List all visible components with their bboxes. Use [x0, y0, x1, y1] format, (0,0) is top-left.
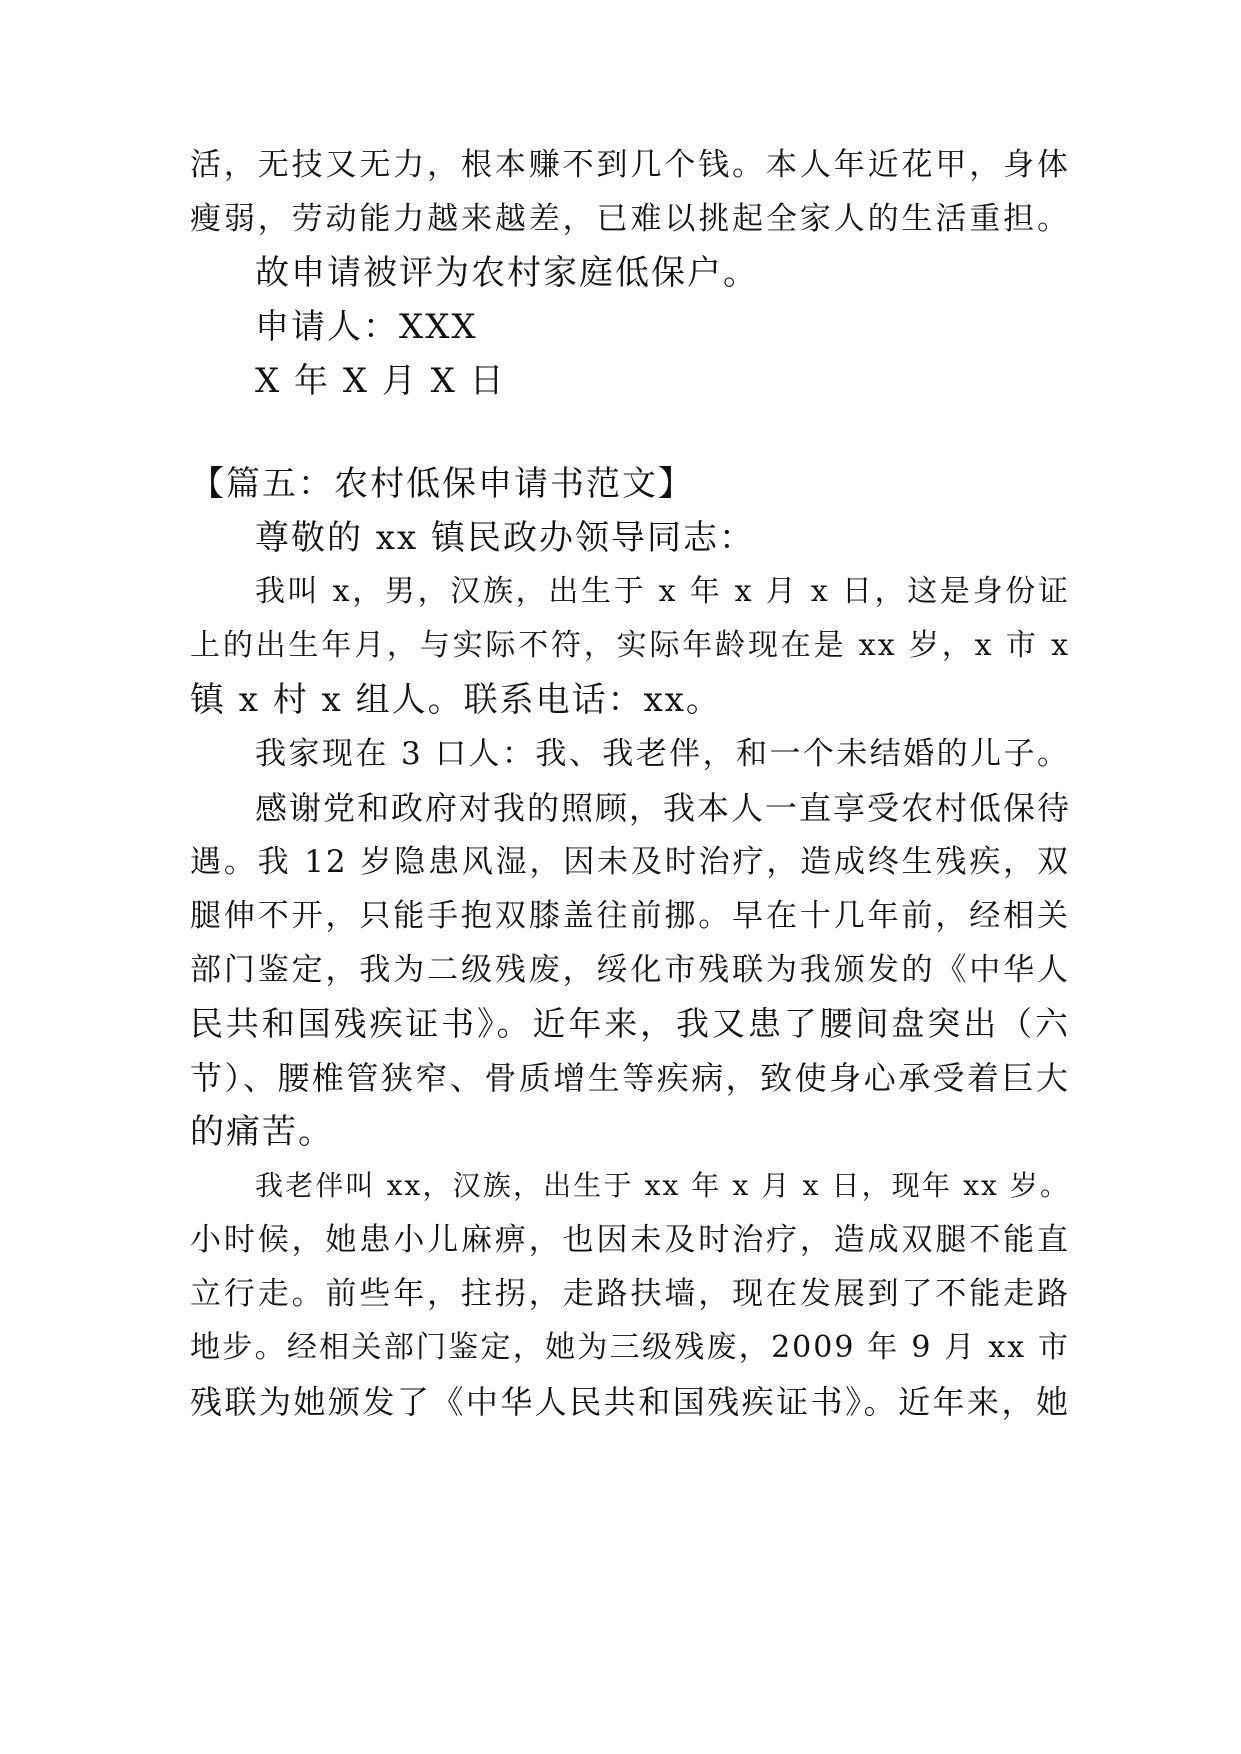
- text-line: 部门鉴定，我为二级残废，绥化市残联为我颁发的《中华人: [190, 952, 1070, 988]
- text-line: 民共和国残疾证书》。近年来，我又患了腰间盘突出（六: [190, 1004, 1070, 1043]
- date-line: X 年 X 月 X 日: [255, 361, 506, 401]
- text-line: 我老伴叫 xx，汉族，出生于 xx 年 x 月 x 日，现年 xx 岁。: [255, 1169, 1070, 1202]
- text-line: 镇 x 村 x 组人。联系电话：xx。: [190, 680, 722, 720]
- text-line: 立行走。前些年，拄拐，走路扶墙，现在发展到了不能走路: [190, 1276, 1070, 1312]
- text-line: 遇。我 12 岁隐患风湿，因未及时治疗，造成终生残疾，双: [190, 844, 1070, 880]
- section-heading: 【篇五：农村低保申请书范文】: [190, 464, 694, 504]
- request-line: 故申请被评为农村家庭低保户。: [255, 253, 759, 293]
- text-line: 地步。经相关部门鉴定，她为三级残废，2009 年 9 月 xx 市: [190, 1330, 1070, 1365]
- text-line: 我叫 x，男，汉族，出生于 x 年 x 月 x 日，这是身份证: [255, 574, 1070, 609]
- text-line: 小时候，她患小儿麻痹，也因未及时治疗，造成双腿不能直: [190, 1222, 1070, 1258]
- salutation: 尊敬的 xx 镇民政办领导同志：: [255, 518, 755, 558]
- text-line: 节）、腰椎管狭窄、骨质增生等疾病，致使身心承受着巨大: [190, 1059, 1070, 1097]
- text-line: 上的出生年月，与实际不符，实际年龄现在是 xx 岁，x 市 x: [190, 628, 1070, 663]
- applicant-line: 申请人：XXX: [255, 307, 478, 347]
- text-line: 瘦弱，劳动能力越来越差，已难以挑起全家人的生活重担。: [190, 201, 1070, 237]
- text-line: 我家现在 3 口人：我、我老伴，和一个未结婚的儿子。: [255, 736, 1070, 772]
- text-line: 感谢党和政府对我的照顾，我本人一直享受农村低保待: [255, 789, 1072, 827]
- text-line: 活，无技又无力，根本赚不到几个钱。本人年近花甲，身体: [190, 147, 1070, 183]
- text-line: 腿伸不开，只能手抱双膝盖往前挪。早在十几年前，经相关: [190, 898, 1070, 934]
- text-line: 的痛苦。: [190, 1112, 334, 1152]
- text-line: 残联为她颁发了《中华人民共和国残疾证书》。近年来，她: [190, 1383, 1070, 1421]
